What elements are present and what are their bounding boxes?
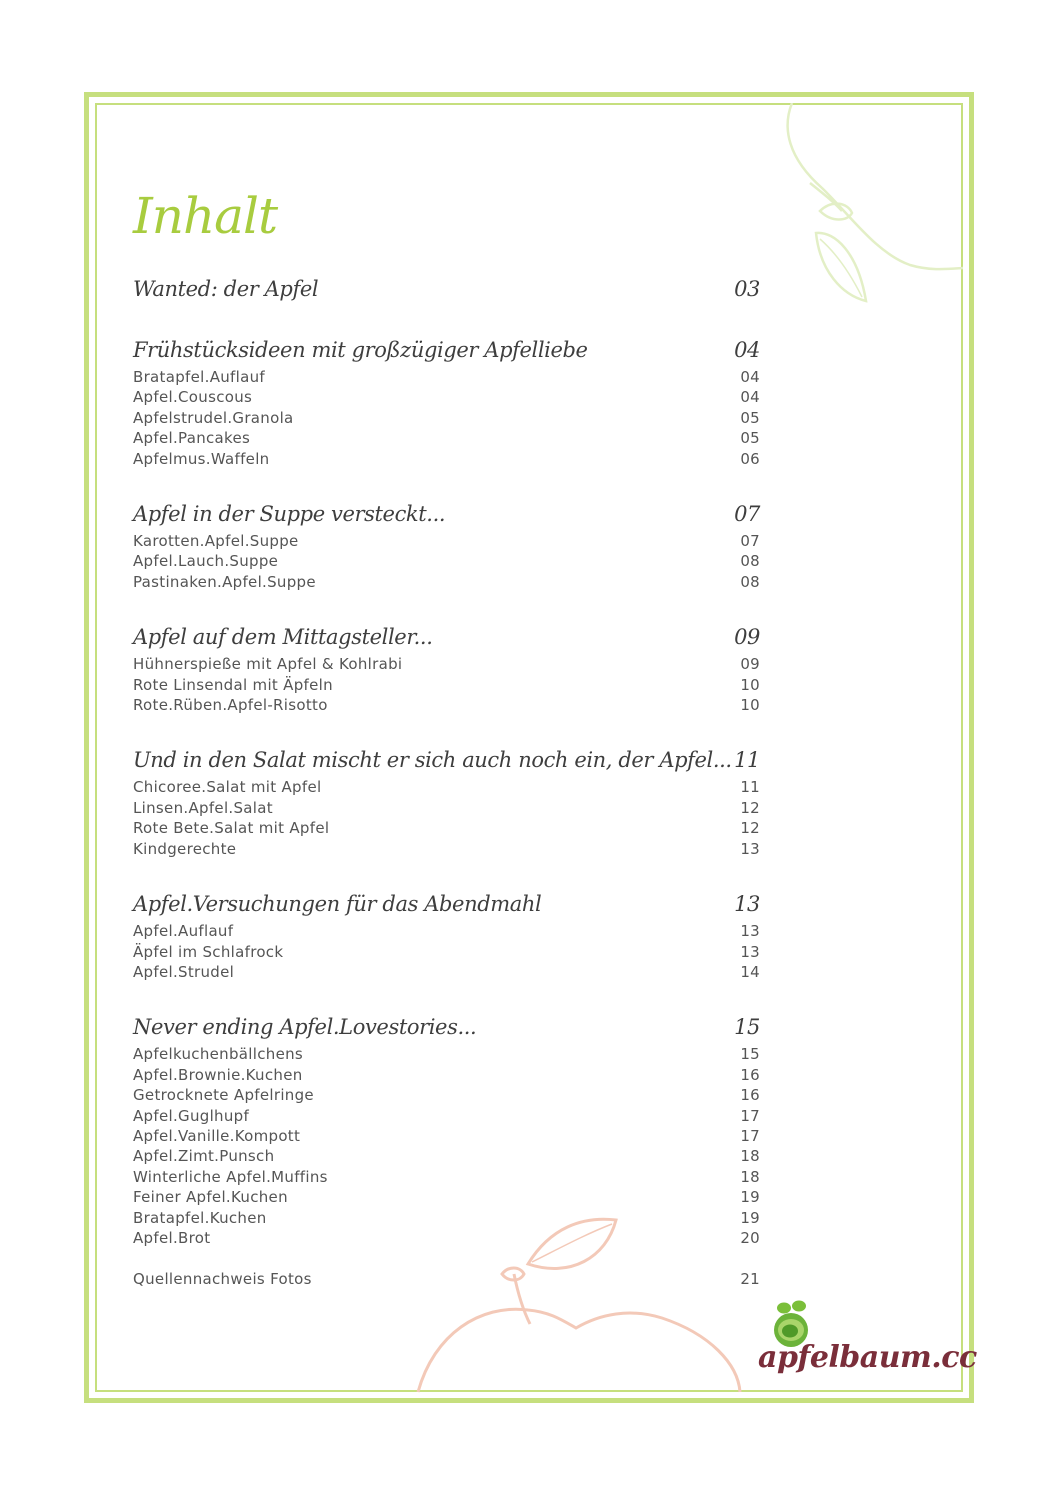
toc-item-page: 17	[740, 1106, 760, 1125]
toc-heading-title: Apfel.Versuchungen für das Abendmahl	[133, 892, 542, 917]
toc-heading[interactable]	[133, 1011, 760, 1044]
toc-heading-title: Frühstücksideen mit großzügiger Apfelliebe	[133, 338, 588, 362]
toc-section-lovestories	[133, 1011, 760, 1248]
toc-heading[interactable]	[133, 744, 760, 777]
toc-item-title: Chicoree.Salat mit Apfel	[133, 778, 322, 797]
toc-item[interactable]	[133, 1228, 760, 1248]
toc-item-page: 12	[740, 819, 760, 838]
toc-item-page: 21	[740, 1270, 760, 1289]
toc-item-sources[interactable]	[133, 1269, 760, 1289]
toc-section-soup	[133, 498, 760, 592]
toc-item[interactable]	[133, 1065, 760, 1085]
toc-item-page: 05	[740, 429, 760, 448]
toc-heading[interactable]	[133, 621, 760, 654]
toc-item[interactable]	[133, 962, 760, 982]
apple-outline-top-icon	[780, 103, 965, 308]
toc-heading-page: 03	[734, 277, 760, 301]
toc-heading-title: Und in den Salat mischt er sich auch noch ein, der Apfel...	[133, 748, 732, 773]
toc-item-title: Apfel.Brot	[133, 1228, 211, 1247]
toc-item-title: Apfel.Auflauf	[133, 922, 234, 941]
toc-item-page: 18	[740, 1147, 760, 1166]
toc-item[interactable]	[133, 1208, 760, 1228]
toc-item-title: Apfel.Brownie.Kuchen	[133, 1065, 303, 1084]
toc-item[interactable]	[133, 1187, 760, 1207]
toc-item[interactable]	[133, 551, 760, 571]
toc-item-title: Getrocknete Apfelringe	[133, 1086, 314, 1105]
toc-section-dinner	[133, 888, 760, 982]
toc-item-title: Feiner Apfel.Kuchen	[133, 1188, 288, 1207]
toc-item-page: 08	[740, 572, 760, 591]
toc-item[interactable]	[133, 1146, 760, 1166]
toc-heading-page: 04	[734, 338, 760, 362]
toc-section-lunch	[133, 621, 760, 715]
toc-item-page: 20	[740, 1228, 760, 1247]
toc-item[interactable]	[133, 921, 760, 941]
toc-heading-page: 13	[734, 892, 760, 917]
toc-item[interactable]	[133, 531, 760, 551]
toc-heading[interactable]	[133, 888, 760, 921]
toc-item-title: Apfel.Pancakes	[133, 429, 251, 448]
toc-item-title: Apfel.Zimt.Punsch	[133, 1147, 275, 1166]
toc-heading[interactable]	[133, 498, 760, 531]
toc-item[interactable]	[133, 1126, 760, 1146]
toc-item-page: 06	[740, 449, 760, 468]
toc-item[interactable]	[133, 675, 760, 695]
toc-heading-title: Apfel in der Suppe versteckt...	[133, 502, 446, 527]
toc-heading-title: Wanted: der Apfel	[133, 277, 319, 301]
toc-item[interactable]	[133, 1044, 760, 1064]
toc-item[interactable]	[133, 818, 760, 838]
toc-item-page: 19	[740, 1208, 760, 1227]
toc-section-salad	[133, 744, 760, 859]
toc-item-page: 15	[740, 1045, 760, 1064]
toc-item-title: Rote Linsendal mit Äpfeln	[133, 675, 333, 694]
toc-item-page: 16	[740, 1065, 760, 1084]
toc-item-title: Bratapfel.Auflauf	[133, 368, 265, 386]
toc-heading-page: 07	[734, 502, 760, 527]
page-title: Inhalt	[133, 187, 278, 245]
toc-item-page: 10	[740, 696, 760, 715]
toc-heading-page: 15	[734, 1015, 760, 1040]
toc-item-title: Pastinaken.Apfel.Suppe	[133, 572, 316, 591]
toc-heading-page: 11	[734, 748, 760, 773]
toc-item-page: 11	[740, 778, 760, 797]
toc-item-page: 09	[740, 655, 760, 674]
toc-heading-intro[interactable]	[133, 273, 760, 306]
toc-item[interactable]	[133, 654, 760, 674]
toc-item-page: 18	[740, 1167, 760, 1186]
toc-item[interactable]	[133, 387, 760, 407]
toc-item-title: Apfel.Guglhupf	[133, 1106, 250, 1125]
toc-item[interactable]	[133, 839, 760, 859]
toc-heading[interactable]	[133, 334, 760, 367]
table-of-contents	[133, 273, 760, 1290]
toc-item[interactable]	[133, 428, 760, 448]
toc-item[interactable]	[133, 942, 760, 962]
toc-item[interactable]	[133, 695, 760, 715]
toc-item-title: Kindgerechte	[133, 839, 237, 858]
brand-logo	[758, 1300, 977, 1380]
toc-section-breakfast	[133, 334, 760, 469]
toc-item[interactable]	[133, 798, 760, 818]
toc-item-page: 13	[740, 839, 760, 858]
toc-heading-title: Apfel auf dem Mittagsteller...	[133, 625, 433, 650]
toc-item-title: Apfel.Couscous	[133, 388, 253, 407]
toc-heading-title: Never ending Apfel.Lovestories...	[133, 1015, 477, 1040]
toc-item-page: 04	[740, 388, 760, 407]
toc-item-title: Äpfel im Schlafrock	[133, 942, 284, 961]
toc-item-title: Apfelkuchenbällchens	[133, 1045, 304, 1064]
toc-item-page: 05	[740, 408, 760, 427]
toc-item[interactable]	[133, 1085, 760, 1105]
toc-item-page: 16	[740, 1086, 760, 1105]
toc-item-page: 14	[740, 962, 760, 981]
toc-item[interactable]	[133, 777, 760, 797]
toc-item-title: Apfelmus.Waffeln	[133, 449, 270, 468]
toc-item[interactable]	[133, 1106, 760, 1126]
toc-item-title: Bratapfel.Kuchen	[133, 1208, 267, 1227]
toc-item[interactable]	[133, 449, 760, 469]
toc-item-page: 12	[740, 798, 760, 817]
toc-item-title: Apfel.Vanille.Kompott	[133, 1126, 301, 1145]
toc-item[interactable]	[133, 408, 760, 428]
brand-logo-text: apfelbaum.cc	[758, 1340, 977, 1375]
toc-item-title: Hühnerspieße mit Apfel & Kohlrabi	[133, 655, 403, 674]
toc-item[interactable]	[133, 1167, 760, 1187]
toc-item-title: Apfel.Lauch.Suppe	[133, 552, 279, 571]
toc-item-title: Quellennachweis Fotos	[133, 1270, 312, 1289]
toc-item-page: 13	[740, 922, 760, 941]
toc-item-title: Rote.Rüben.Apfel-Risotto	[133, 696, 328, 715]
toc-item-page: 07	[740, 532, 760, 551]
toc-item-title: Karotten.Apfel.Suppe	[133, 532, 299, 551]
toc-item-page: 17	[740, 1126, 760, 1145]
toc-item-title: Apfel.Strudel	[133, 962, 235, 981]
toc-item-title: Linsen.Apfel.Salat	[133, 798, 273, 817]
toc-item[interactable]	[133, 572, 760, 592]
toc-item-title: Winterliche Apfel.Muffins	[133, 1167, 328, 1186]
toc-item-title: Apfelstrudel.Granola	[133, 408, 294, 427]
toc-item-page: 08	[740, 552, 760, 571]
toc-item[interactable]	[133, 367, 760, 387]
toc-heading-page: 09	[734, 625, 760, 650]
toc-item-page: 04	[740, 368, 760, 386]
toc-item-page: 19	[740, 1188, 760, 1207]
toc-item-page: 10	[740, 675, 760, 694]
toc-item-page: 13	[740, 942, 760, 961]
toc-item-title: Rote Bete.Salat mit Apfel	[133, 819, 330, 838]
